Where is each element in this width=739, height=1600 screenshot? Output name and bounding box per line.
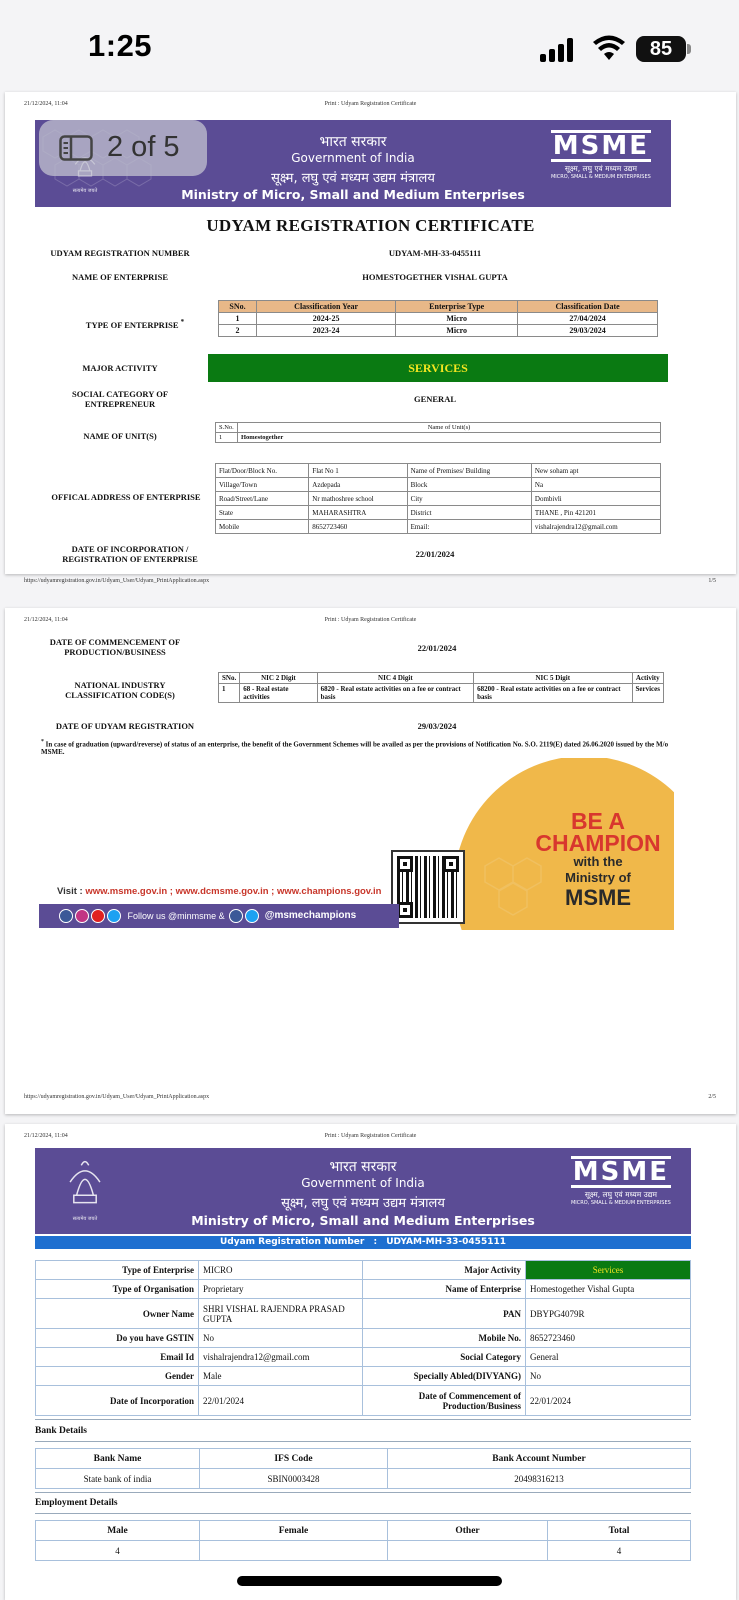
msme-logo-hindi: सूक्ष्म, लघु एवं मध्यम उद्यम [584, 1190, 657, 1199]
msme-logo-word: MSME [572, 1157, 669, 1187]
facebook-icon[interactable] [229, 909, 243, 923]
banner-gov: Government of India [291, 151, 415, 165]
facebook-icon[interactable] [59, 909, 73, 923]
detail-key: Type of Organisation [36, 1280, 199, 1299]
table-cell: MAHARASHTRA [309, 506, 407, 520]
enterprise-name-value: HOMESTOGETHER VISHAL GUPTA [362, 272, 508, 282]
battery-icon [636, 36, 690, 62]
table-header: Classification Date [518, 301, 658, 313]
table-header: NIC 2 Digit [240, 673, 317, 684]
print-datetime: 21/12/2024, 11:04 [24, 617, 68, 623]
table-header: Bank Account Number [388, 1449, 691, 1469]
graduation-note-star: * [41, 739, 44, 745]
visit-label: Visit : [57, 886, 83, 897]
banner-ministry: Ministry of Micro, Small and Medium Enterprises [191, 1213, 535, 1228]
table-row [36, 1469, 691, 1489]
table-cell: Dombivli [531, 492, 660, 506]
enterprise-type-star: * [180, 318, 185, 326]
print-title: Print : Udyam Registration Certificate [324, 617, 417, 623]
msme-logo-word: MSME [552, 131, 649, 161]
enterprise-type-label [35, 318, 235, 330]
banner-hindi-ministry: सूक्ष्म, लघु एवं मध्यम उद्यम मंत्रालय [271, 171, 435, 186]
table-row [36, 1299, 691, 1329]
table-cell: SBIN0003428 [200, 1469, 388, 1489]
table-cell: 6820 - Real estate activities on a fee or contract basis [317, 684, 473, 703]
enterprise-details-table [35, 1260, 691, 1416]
detail-key: Email Id [36, 1348, 199, 1367]
table-cell: 1 [219, 313, 257, 325]
detail-key: Mobile No. [363, 1329, 526, 1348]
youtube-icon[interactable] [91, 909, 105, 923]
regbar-label: Udyam Registration Number [219, 1237, 365, 1247]
table-cell: THANE , Pin 421201 [531, 506, 660, 520]
table-cell: Flat No 1 [309, 464, 407, 478]
table-cell: Nr mathoshree school [309, 492, 407, 506]
banner-gov: Government of India [301, 1176, 425, 1190]
detail-value: 22/01/2024 [526, 1386, 691, 1416]
table-cell: Mobile [216, 520, 309, 534]
detail-value: Proprietary [199, 1280, 363, 1299]
reg-number-value: UDYAM-MH-33-0455111 [388, 248, 482, 258]
table-row [36, 1541, 691, 1561]
detail-value: General [526, 1348, 691, 1367]
table-header: S.No. [216, 423, 238, 433]
table-cell: 8652723460 [309, 520, 407, 534]
detail-value: No [199, 1329, 363, 1348]
status-bar [0, 0, 739, 92]
detail-value: 8652723460 [526, 1329, 691, 1348]
commencement-value: 22/01/2024 [417, 643, 457, 653]
qr-code [391, 850, 465, 924]
pdf-page-3 [5, 1124, 736, 1600]
table-header: Enterprise Type [396, 301, 518, 313]
battery-level: 85 [636, 36, 686, 62]
unit-table [215, 422, 661, 443]
table-cell: New soham apt [531, 464, 660, 478]
detail-key: Major Activity [363, 1261, 526, 1280]
address-table [215, 463, 661, 534]
twitter-icon[interactable] [107, 909, 121, 923]
table-row [219, 313, 658, 325]
print-datetime: 21/12/2024, 11:04 [24, 101, 68, 107]
table-cell: Azdepada [309, 478, 407, 492]
table-cell [200, 1541, 388, 1561]
table-cell: 1 [219, 684, 240, 703]
table-row [216, 433, 661, 443]
nic-table [218, 672, 664, 703]
major-activity-label: MAJOR ACTIVITY [82, 363, 158, 373]
commencement-label: DATE OF COMMENCEMENT OF PRODUCTION/BUSINESS [49, 637, 181, 657]
champion-line: CHAMPION [535, 830, 661, 856]
detail-value: SHRI VISHAL RAJENDRA PRASAD GUPTA [199, 1299, 363, 1329]
follow-text: Follow us @minmsme & [127, 911, 225, 921]
detail-value: DBYPG4079R [526, 1299, 691, 1329]
table-header: NIC 5 Digit [474, 673, 632, 684]
detail-key: Do you have GSTIN [36, 1329, 199, 1348]
table-header: Bank Name [36, 1449, 200, 1469]
graduation-note [41, 739, 681, 756]
table-row [36, 1367, 691, 1386]
table-header: IFS Code [200, 1449, 388, 1469]
page-indicator[interactable] [39, 120, 207, 176]
table-cell: Homestogether [238, 433, 661, 443]
print-url: https://udyamregistration.gov.in/Udyam_User/Udyam_PrintApplication.aspx [24, 1094, 210, 1100]
detail-key: Specially Abled(DIVYANG) [363, 1367, 526, 1386]
table-header: Total [548, 1521, 691, 1541]
instagram-icon[interactable] [75, 909, 89, 923]
table-row [36, 1348, 691, 1367]
visit-urls[interactable]: www.msme.gov.in ; www.dcmsme.gov.in ; www.champions.gov.in [85, 886, 382, 897]
follow-bar [39, 904, 399, 928]
champion-line: Ministry of [565, 870, 631, 885]
detail-key: Date of Incorporation [36, 1386, 199, 1416]
table-row [216, 506, 661, 520]
table-cell: Services [632, 684, 664, 703]
detail-value: MICRO [199, 1261, 363, 1280]
unit-name-label: NAME OF UNIT(S) [83, 431, 157, 441]
sidebar-icon [59, 135, 93, 161]
table-cell: 1 [216, 433, 238, 443]
table-cell: 2023-24 [257, 325, 396, 337]
registration-number-bar [35, 1236, 691, 1249]
champion-line: with the [573, 854, 623, 869]
regbar-sep: : [373, 1237, 378, 1247]
table-cell: District [407, 506, 531, 520]
table-cell: Road/Street/Lane [216, 492, 309, 506]
bank-details-title: Bank Details [35, 1426, 87, 1436]
detail-key: Date of Commencement of Production/Business [363, 1386, 526, 1416]
table-cell: City [407, 492, 531, 506]
table-cell [388, 1541, 548, 1561]
detail-key: PAN [363, 1299, 526, 1329]
emblem-caption: सत्यमेव जयते [72, 188, 98, 194]
champion-banner [39, 758, 674, 930]
social-category-value: GENERAL [413, 394, 457, 404]
address-label: OFFICAL ADDRESS OF ENTERPRISE [51, 492, 201, 502]
table-cell: 68 - Real estate activities [240, 684, 317, 703]
table-header: Female [200, 1521, 388, 1541]
table-cell: Flat/Door/Block No. [216, 464, 309, 478]
bank-details-table [35, 1448, 691, 1489]
print-title: Print : Udyam Registration Certificate [324, 101, 417, 107]
table-cell: Block [407, 478, 531, 492]
cellular-signal-icon [540, 38, 578, 62]
table-header: Activity [632, 673, 664, 684]
table-cell: Village/Town [216, 478, 309, 492]
table-header: NIC 4 Digit [317, 673, 473, 684]
champion-line: BE A [570, 808, 626, 834]
table-cell: Micro [396, 313, 518, 325]
employment-details-title: Employment Details [35, 1498, 118, 1508]
detail-value: 22/01/2024 [199, 1386, 363, 1416]
table-row [219, 325, 658, 337]
table-row [216, 520, 661, 534]
home-indicator[interactable] [237, 1576, 502, 1586]
table-row [36, 1386, 691, 1416]
major-activity-value: SERVICES [208, 354, 668, 382]
udyam-date-value: 29/03/2024 [417, 721, 457, 731]
detail-value: vishalrajendra12@gmail.com [199, 1348, 363, 1367]
emblem-caption: सत्यमेव जयते [72, 1216, 98, 1222]
incorporation-label: DATE OF INCORPORATION / REGISTRATION OF ENTERPRISE [62, 544, 198, 564]
table-row [216, 478, 661, 492]
udyam-date-label: DATE OF UDYAM REGISTRATION [55, 721, 195, 731]
reg-number-label: UDYAM REGISTRATION NUMBER [50, 248, 190, 258]
table-row [216, 492, 661, 506]
table-cell: Micro [396, 325, 518, 337]
table-header: Classification Year [257, 301, 396, 313]
msme-logo-hindi: सूक्ष्म, लघु एवं मध्यम उद्यम [564, 164, 637, 173]
regbar-value: UDYAM-MH-33-0455111 [386, 1237, 506, 1247]
table-cell: Email: [407, 520, 531, 534]
detail-value: Male [199, 1367, 363, 1386]
table-row [36, 1261, 691, 1280]
table-header: SNo. [219, 301, 257, 313]
table-cell: 4 [36, 1541, 200, 1561]
enterprise-type-label-text: TYPE OF ENTERPRISE [85, 319, 179, 330]
print-title: Print : Udyam Registration Certificate [324, 1133, 417, 1139]
table-cell: 68200 - Real estate activities on a fee or contract basis [474, 684, 632, 703]
nic-label: NATIONAL INDUSTRY CLASSIFICATION CODE(S) [65, 680, 175, 700]
table-header: Male [36, 1521, 200, 1541]
classification-table [218, 300, 658, 337]
table-row [36, 1329, 691, 1348]
table-cell: 27/04/2024 [518, 313, 658, 325]
incorporation-value: 22/01/2024 [415, 549, 455, 559]
table-cell: Name of Premises/ Building [407, 464, 531, 478]
graduation-note-text: In case of graduation (upward/reverse) of status of an enterprise, the benefit of the Government Schemes will be availed as per the provisions of Notification No. S.O. 2119(E) dated 26.06.2020 issued by the M/o MSME. [41, 740, 669, 757]
table-header: Name of Unit(s) [238, 423, 661, 433]
table-cell: Na [531, 478, 660, 492]
detail-key: Type of Enterprise [36, 1261, 199, 1280]
enterprise-name-label: NAME OF ENTERPRISE [71, 272, 169, 282]
banner-hindi-gov: भारत सरकार [329, 1159, 397, 1175]
pdf-page-2 [5, 608, 736, 1114]
wifi-icon [592, 34, 626, 62]
table-cell: State [216, 506, 309, 520]
status-time: 1:25 [88, 28, 153, 63]
follow-handle: @msmechampions [264, 910, 357, 921]
msme-logo [551, 130, 651, 180]
msme-logo [571, 1156, 671, 1206]
page-number: 1/5 [708, 578, 716, 584]
detail-key: Gender [36, 1367, 199, 1386]
print-url: https://udyamregistration.gov.in/Udyam_User/Udyam_PrintApplication.aspx [24, 578, 210, 584]
table-row [216, 464, 661, 478]
detail-key: Name of Enterprise [363, 1280, 526, 1299]
banner-ministry: Ministry of Micro, Small and Medium Enterprises [181, 187, 525, 202]
visit-links [57, 886, 381, 897]
table-row [219, 684, 664, 703]
table-cell: 20498316213 [388, 1469, 691, 1489]
table-cell: 4 [548, 1541, 691, 1561]
msme-logo-sub: MICRO, SMALL & MEDIUM ENTERPRISES [550, 174, 651, 180]
banner-hindi-gov: भारत सरकार [319, 134, 387, 150]
table-cell: State bank of india [36, 1469, 200, 1489]
page-number: 2/5 [708, 1094, 716, 1100]
table-cell: vishalrajendra12@gmail.com [531, 520, 660, 534]
champion-line: MSME [565, 885, 631, 910]
twitter-icon[interactable] [245, 909, 259, 923]
certificate-title: UDYAM REGISTRATION CERTIFICATE [206, 216, 535, 235]
page-indicator-text: 2 of 5 [107, 131, 180, 163]
detail-key: Owner Name [36, 1299, 199, 1329]
social-category-label: SOCIAL CATEGORY OF ENTREPRENEUR [71, 389, 169, 409]
table-cell: 2 [219, 325, 257, 337]
banner-hindi-ministry: सूक्ष्म, लघु एवं मध्यम उद्यम मंत्रालय [281, 1196, 445, 1211]
table-cell: 2024-25 [257, 313, 396, 325]
print-datetime: 21/12/2024, 11:04 [24, 1133, 68, 1139]
detail-value: No [526, 1367, 691, 1386]
detail-value: Services [526, 1261, 691, 1280]
table-row [36, 1280, 691, 1299]
ministry-banner [35, 1148, 691, 1234]
table-header: SNo. [219, 673, 240, 684]
detail-value: Homestogether Vishal Gupta [526, 1280, 691, 1299]
table-header: Other [388, 1521, 548, 1541]
employment-details-table [35, 1520, 691, 1561]
detail-key: Social Category [363, 1348, 526, 1367]
champion-text [528, 810, 668, 910]
table-cell: 29/03/2024 [518, 325, 658, 337]
msme-logo-sub: MICRO, SMALL & MEDIUM ENTERPRISES [570, 1200, 671, 1206]
